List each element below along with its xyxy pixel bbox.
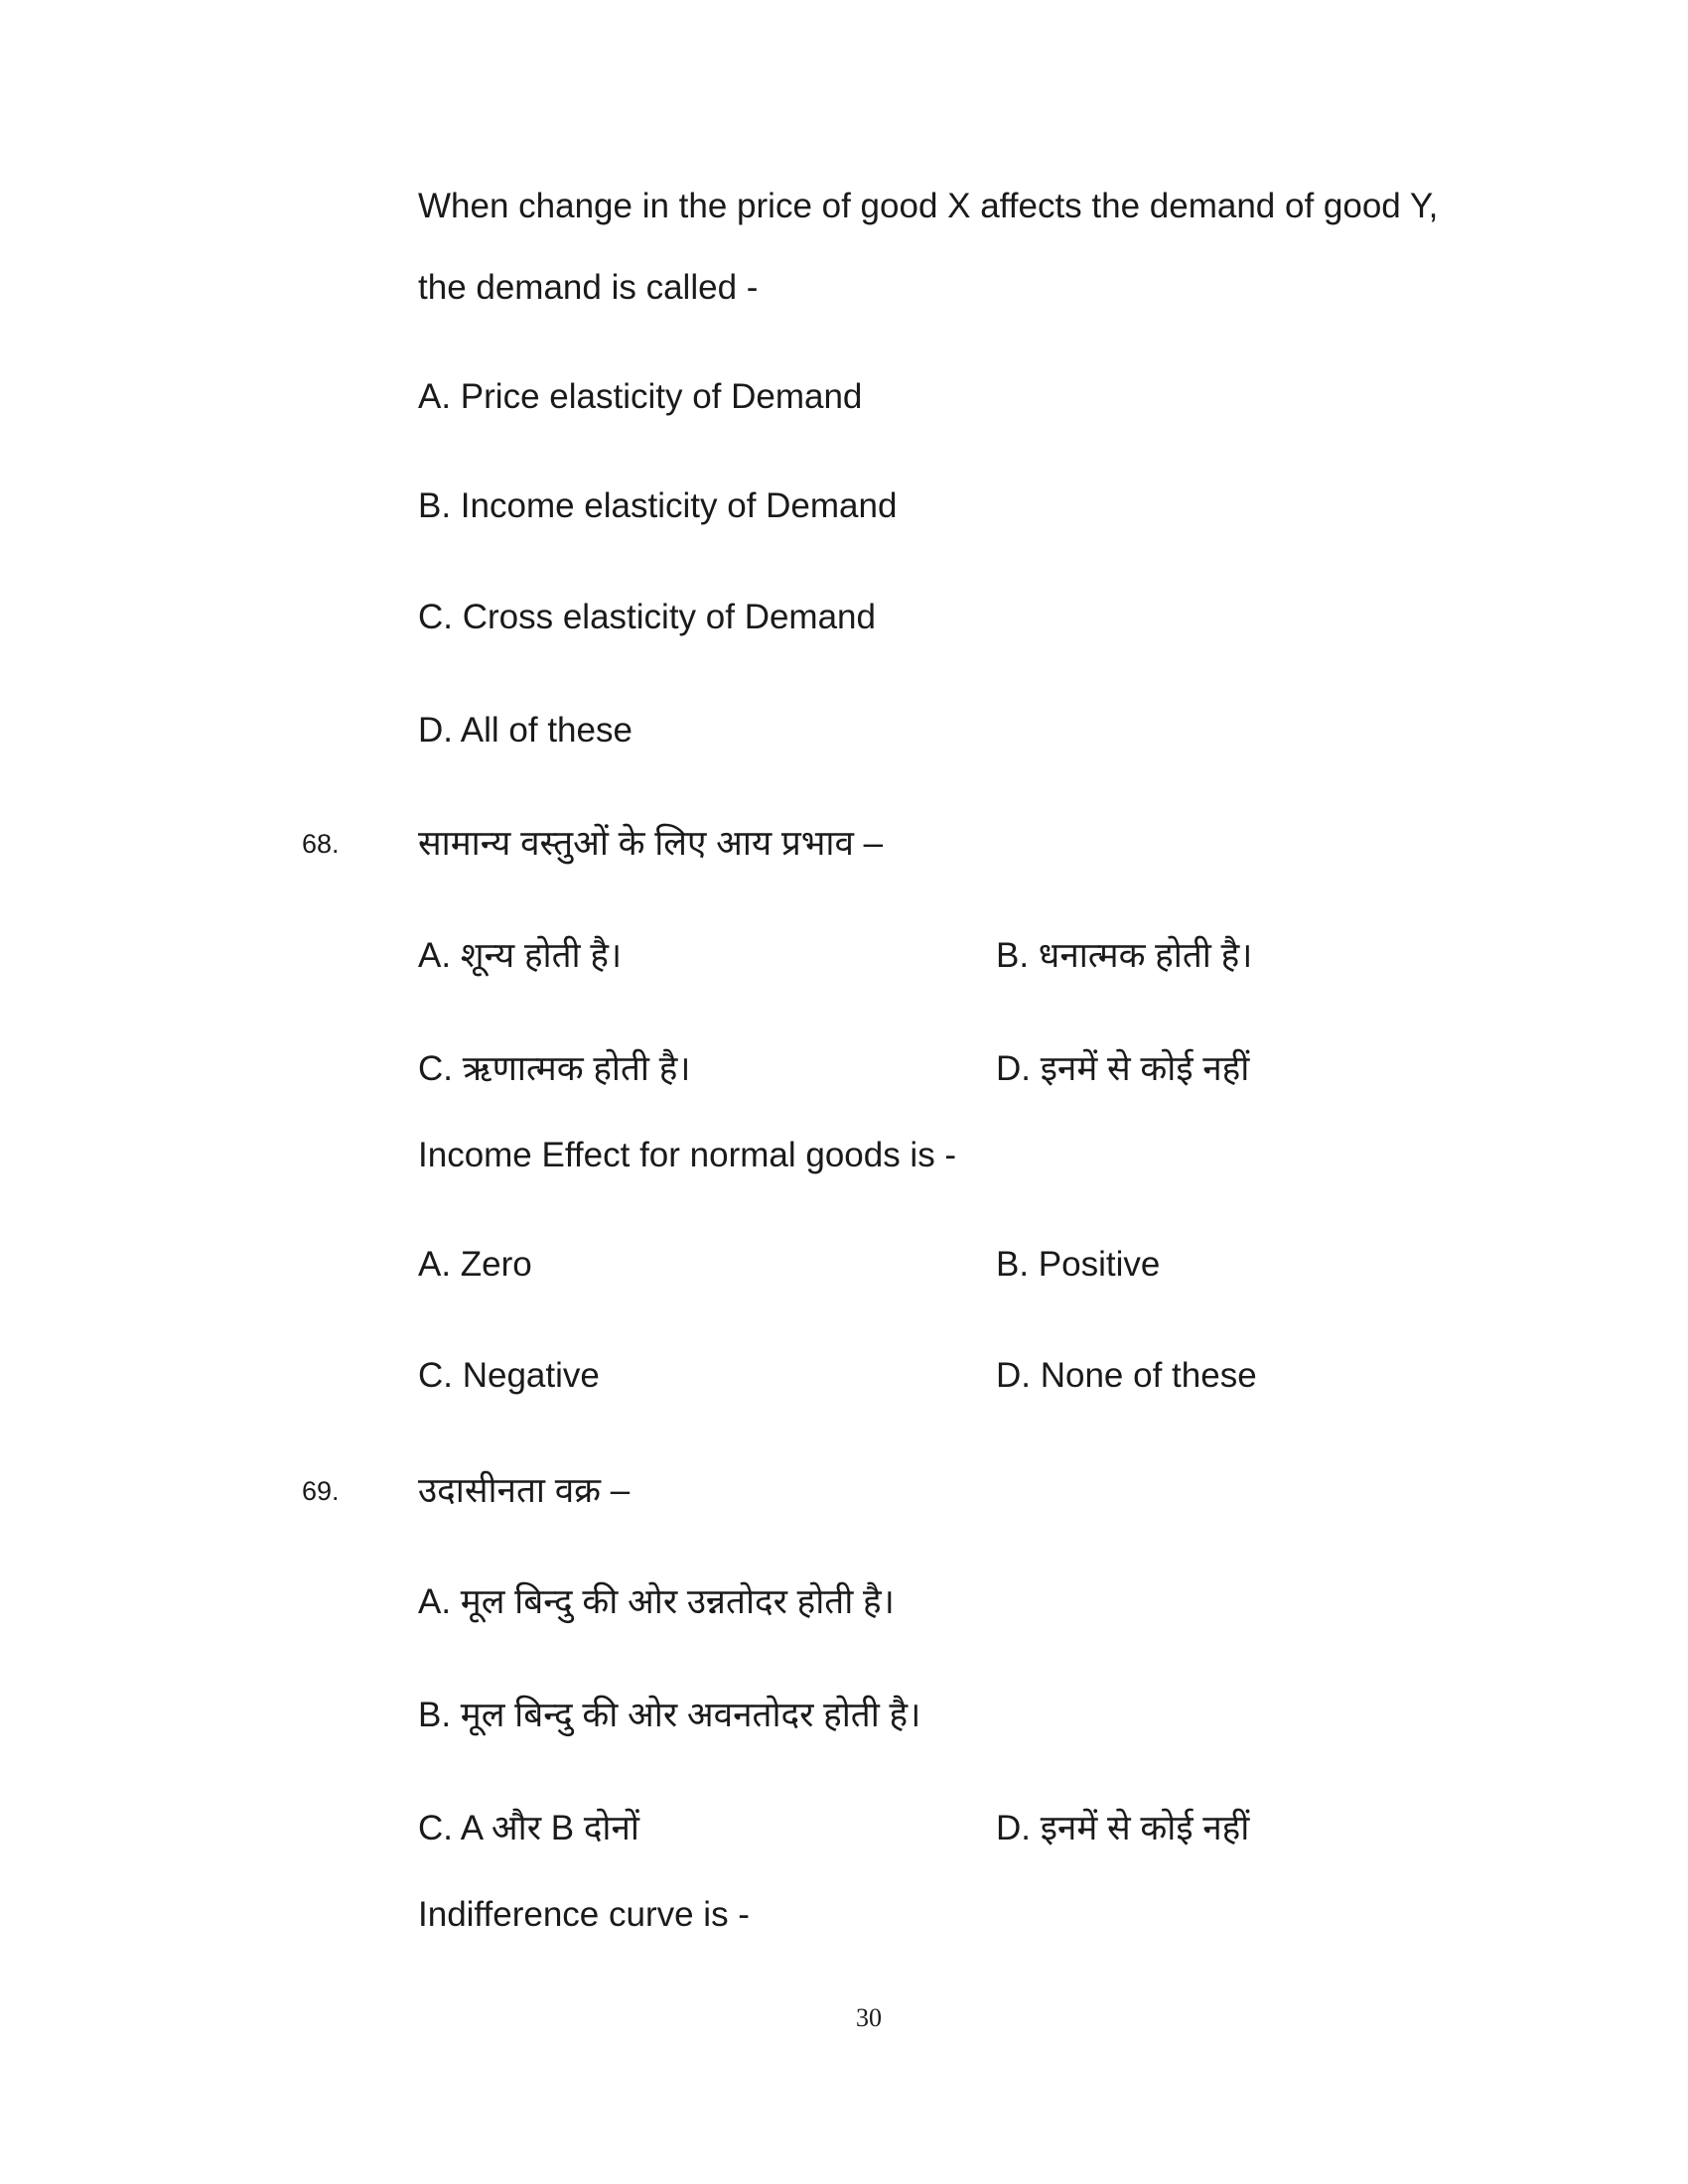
question-text: the demand is called - [418,268,759,307]
option-a-hindi: A. शून्य होती है। [418,936,623,975]
option-b-hindi: B. धनात्मक होती है। [996,936,1253,975]
option-c: C. Negative [418,1356,600,1395]
page-number: 30 [856,2003,882,2032]
question-text: When change in the price of good X affects the demand of good Y, [418,187,1439,225]
option-d-hindi: D. इनमें से कोई नहीं [996,1809,1250,1847]
question-number: 69. [302,1476,340,1506]
question-text: Indifference curve is - [418,1895,750,1934]
option-d: D. None of these [996,1356,1257,1395]
option-d: D. All of these [418,711,633,750]
option-a: A. Price elasticity of Demand [418,377,863,416]
option-b: B. Income elasticity of Demand [418,486,898,525]
question-text-hindi: सामान्य वस्तुओं के लिए आय प्रभाव – [418,824,884,863]
option-a-hindi: A. मूल बिन्दु की ओर उन्नतोदर होती है। [418,1582,895,1621]
option-c-hindi: C. A और B दोनों [418,1809,639,1847]
question-text: Income Effect for normal goods is - [418,1136,957,1174]
question-text-hindi: उदासीनता वक्र – [418,1471,631,1510]
option-c: C. Cross elasticity of Demand [418,598,876,636]
question-number: 68. [302,829,340,859]
option-c-hindi: C. ऋणात्मक होती है। [418,1049,691,1088]
option-a: A. Zero [418,1245,532,1284]
option-b-hindi: B. मूल बिन्दु की ओर अवनतोदर होती है। [418,1696,921,1734]
option-d-hindi: D. इनमें से कोई नहीं [996,1049,1250,1088]
option-b: B. Positive [996,1245,1161,1284]
